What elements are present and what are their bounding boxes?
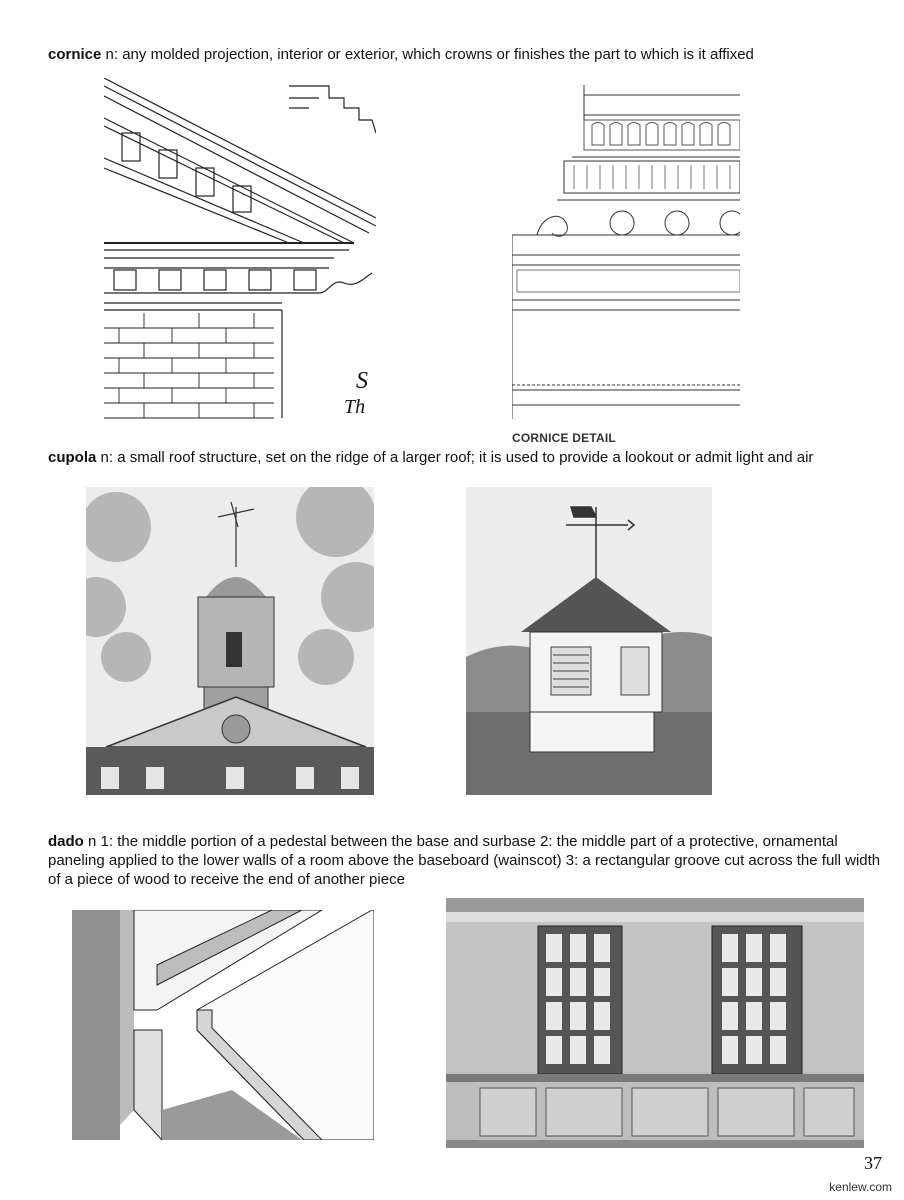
entry-definition: 1: the middle portion of a pedestal between the base and surbase 2: the middle part of a protective, ornamental paneling applied to the lower walls of a room above the baseboard (wainscot) 3: a rectangular groove cut across the full width of a piece of wood to receive the end of another piece	[48, 833, 881, 888]
script-text-2: Th	[344, 396, 366, 418]
site-credit: kenlew.com	[829, 1180, 892, 1194]
entry-pos: n	[88, 833, 97, 850]
entry-term: cupola	[48, 449, 97, 466]
entry-definition: any molded projection, interior or exterior, which crowns or finishes the part to which is it affixed	[122, 46, 754, 63]
cupola-building-sketch	[86, 487, 374, 795]
entry-pos: n:	[105, 46, 119, 63]
dado-joint-drawing	[72, 910, 374, 1140]
dado-entry	[48, 832, 884, 889]
entry-term: cornice	[48, 46, 102, 63]
entry-pos: n:	[100, 449, 114, 466]
cupola-entry	[48, 448, 884, 467]
pediment-cornice-drawing	[104, 78, 376, 422]
script-text: S	[356, 368, 368, 394]
cornice-entry	[48, 45, 884, 64]
entry-term: dado	[48, 833, 84, 850]
cornice-detail-drawing	[512, 85, 740, 419]
entry-definition: a small roof structure, set on the ridge of a larger roof; it is used to provide a lookout or admit light and air	[117, 449, 814, 466]
page-number: 37	[864, 1153, 882, 1173]
wainscot-room-photo	[446, 898, 864, 1148]
cornice-detail-caption: CORNICE DETAIL	[512, 431, 616, 445]
cupola-weathervane-photo	[466, 487, 712, 795]
